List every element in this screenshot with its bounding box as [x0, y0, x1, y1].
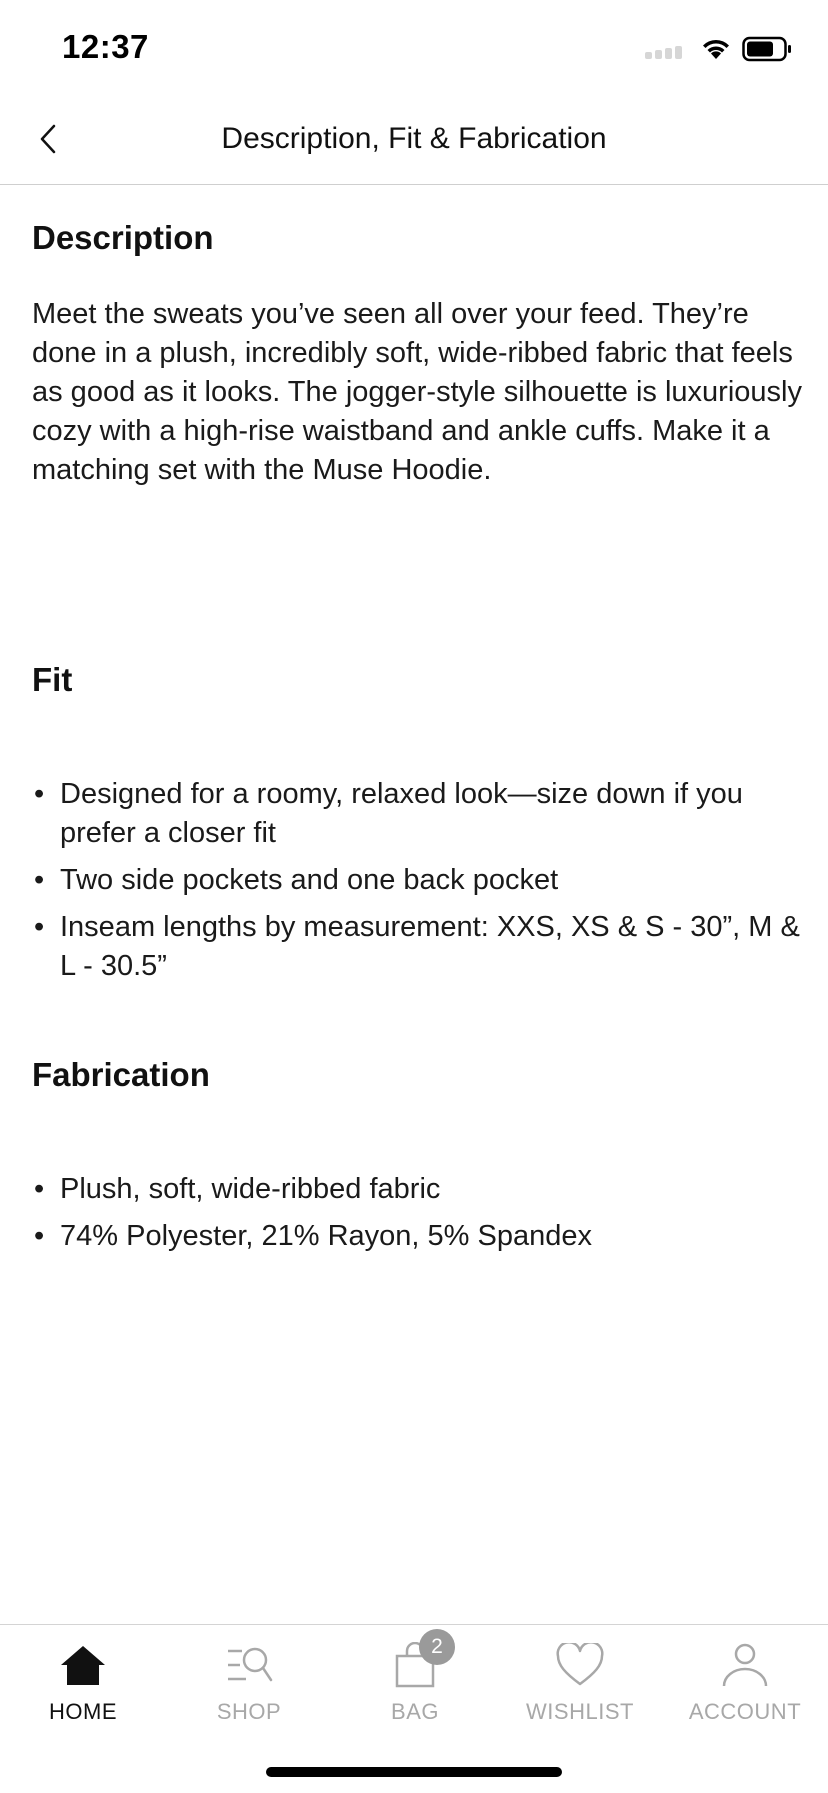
home-icon [53, 1639, 113, 1691]
list-item [32, 775, 802, 853]
nav-label-account: ACCOUNT [688, 1699, 802, 1724]
bullet-icon: • [34, 778, 45, 810]
person-icon [715, 1639, 775, 1691]
list-item [32, 1170, 802, 1209]
bullet-icon: • [34, 1220, 45, 1252]
nav-item-account[interactable] [662, 1639, 828, 1739]
fit-item-text: Two side pockets and one back pocket [60, 864, 559, 896]
fabrication-list [32, 1170, 802, 1264]
fit-item-text: Inseam lengths by measurement: XXS, XS & S - 30”, M & L - 30.5” [60, 911, 800, 982]
fabrication-item-text: 74% Polyester, 21% Rayon, 5% Spandex [60, 1220, 592, 1252]
fabrication-heading: Fabrication [32, 1056, 210, 1093]
nav-label-home: HOME [49, 1699, 117, 1724]
list-item [32, 1217, 802, 1256]
page-header [0, 100, 828, 185]
heart-icon [550, 1639, 610, 1691]
nav-item-wishlist[interactable] [497, 1639, 663, 1739]
list-item [32, 908, 802, 986]
description-text: Meet the sweats you’ve seen all over your feed. They’re done in a plush, incredibly soft, wide-ribbed fabric that feels as good as it looks. The jogger-style silhouette is luxuriously cozy with a high-rise waistband and ankle cuffs. Make it a matching set with the Muse Hoodie. [32, 298, 802, 486]
page-title: Description, Fit & Fabrication [221, 122, 607, 155]
bag-count-badge: 2 [419, 1629, 455, 1665]
status-bar [0, 0, 828, 100]
fit-heading: Fit [32, 661, 73, 698]
fabrication-item-text: Plush, soft, wide-ribbed fabric [60, 1173, 441, 1205]
status-time: 12:37 [62, 28, 149, 65]
fit-item-text: Designed for a roomy, relaxed look—size down if you prefer a closer fit [60, 778, 743, 849]
bullet-icon: • [34, 911, 45, 943]
nav-label-shop: SHOP [216, 1699, 282, 1724]
list-item [32, 861, 802, 900]
bag-icon [385, 1635, 445, 1691]
wifi-icon [700, 37, 732, 61]
fit-list [32, 775, 802, 994]
nav-item-bag[interactable] [332, 1635, 498, 1739]
cellular-signal-icon [645, 39, 682, 59]
battery-icon [742, 36, 792, 62]
description-heading: Description [32, 219, 214, 256]
nav-item-shop[interactable] [166, 1639, 332, 1739]
nav-label-wishlist: WISHLIST [526, 1699, 634, 1724]
bullet-icon: • [34, 1173, 45, 1205]
home-indicator[interactable] [266, 1767, 562, 1777]
nav-item-home[interactable] [0, 1639, 166, 1739]
nav-label-bag: BAG [391, 1699, 439, 1724]
search-menu-icon [219, 1639, 279, 1691]
bullet-icon: • [34, 864, 45, 896]
status-icons [645, 36, 792, 62]
